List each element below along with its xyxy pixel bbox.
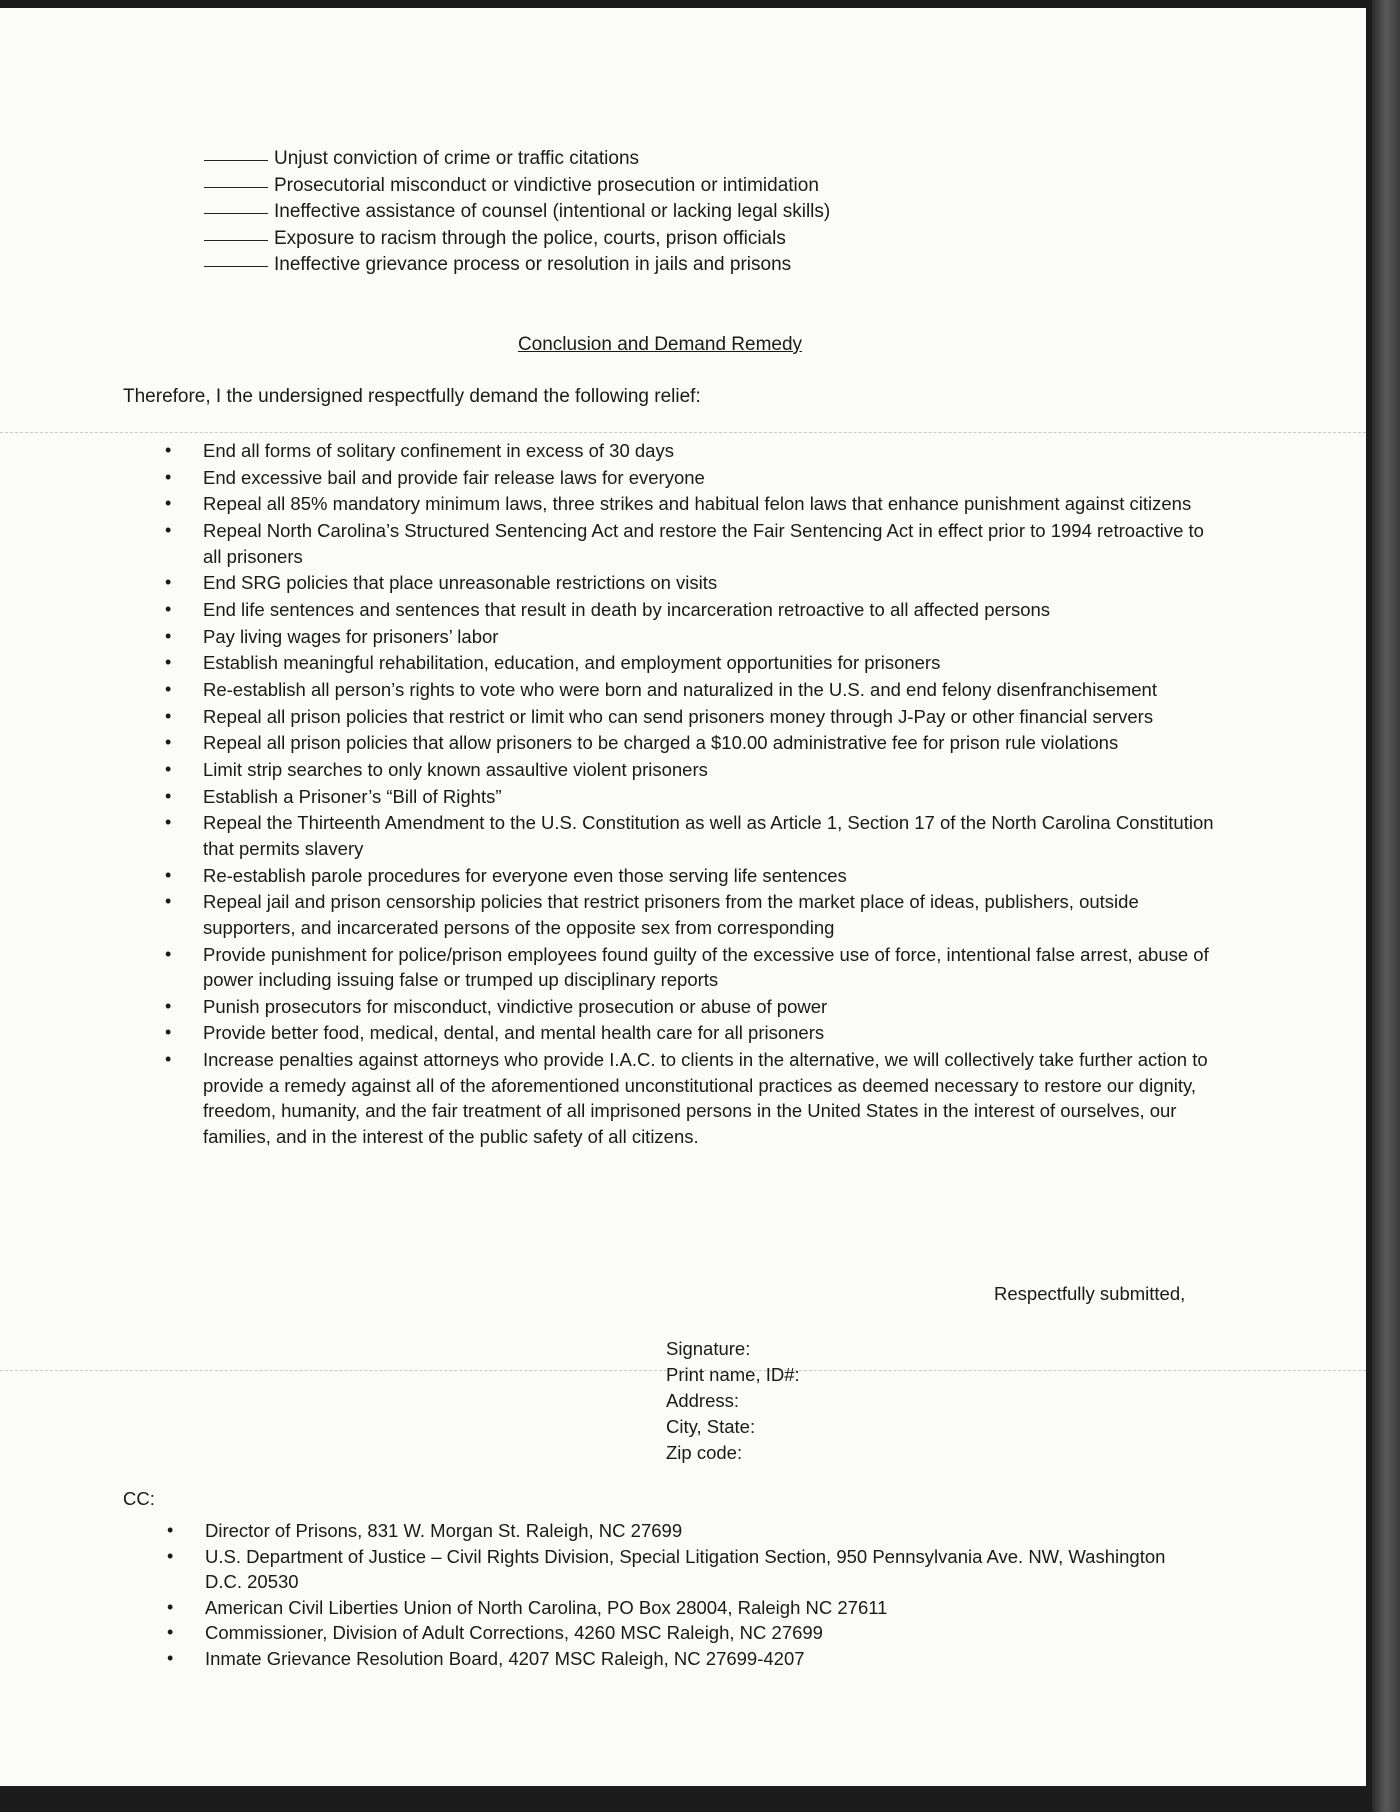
intro-paragraph: Therefore, I the undersigned respectfully demand the following relief:: [123, 386, 701, 407]
zip-code-field-label: Zip code:: [666, 1442, 743, 1463]
demand-item: • End SRG policies that place unreasonable restrictions on visits: [165, 570, 1215, 596]
checkbox-blank-line: [204, 240, 268, 241]
demand-item: • Repeal North Carolina’s Structured Sentencing Act and restore the Fair Sentencing Act in effect prior to 1994 retroactive to all prisoners: [165, 518, 1215, 569]
demand-item: • Limit strip searches to only known assaultive violent prisoners: [165, 757, 1215, 783]
section-heading: Conclusion and Demand Remedy: [517, 334, 803, 355]
demand-item: • Repeal all prison policies that restrict or limit who can send prisoners money through J-Pay or other financial servers: [165, 704, 1215, 730]
print-name-field-label: Print name, ID#:: [666, 1364, 800, 1385]
cc-recipient: • Inmate Grievance Resolution Board, 4207 MSC Raleigh, NC 27699-4207: [167, 1646, 1167, 1672]
document-page: [0, 8, 1366, 1786]
checklist-item-text: Exposure to racism through the police, courts, prison officials: [274, 227, 786, 249]
signature-block: [666, 1336, 800, 1466]
demands-list: [165, 438, 1215, 1150]
demand-item: • Punish prosecutors for misconduct, vindictive prosecution or abuse of power: [165, 994, 1215, 1020]
demand-item: • Establish a Prisoner’s “Bill of Rights”: [165, 784, 1215, 810]
checklist-item: [204, 148, 830, 175]
demand-item: • End life sentences and sentences that result in death by incarceration retroactive to all affected persons: [165, 597, 1215, 623]
checkbox-blank-line: [204, 160, 268, 161]
checklist-item: [204, 228, 830, 255]
checklist-item-text: Unjust conviction of crime or traffic citations: [274, 148, 640, 169]
closing-text: Respectfully submitted,: [994, 1283, 1186, 1304]
checkbox-blank-line: [204, 187, 268, 188]
demand-item: • Re-establish parole procedures for everyone even those serving life sentences: [165, 863, 1215, 889]
cc-label: CC:: [123, 1488, 155, 1509]
demand-item: • Establish meaningful rehabilitation, education, and employment opportunities for prisoners: [165, 650, 1215, 676]
checklist-item-text: Prosecutorial misconduct or vindictive prosecution or intimidation: [274, 174, 819, 196]
checkbox-blank-line: [204, 266, 268, 267]
cc-recipient: • Commissioner, Division of Adult Corrections, 4260 MSC Raleigh, NC 27699: [167, 1620, 1167, 1646]
cc-recipient: • American Civil Liberties Union of North Carolina, PO Box 28004, Raleigh NC 27611: [167, 1595, 1167, 1621]
cc-recipient: • Director of Prisons, 831 W. Morgan St. Raleigh, NC 27699: [167, 1518, 1167, 1544]
checklist-item: [204, 201, 830, 228]
address-field-label: Address:: [666, 1390, 740, 1411]
demand-item: • Provide better food, medical, dental, and mental health care for all prisoners: [165, 1020, 1215, 1046]
checklist-item-text: Ineffective assistance of counsel (intentional or lacking legal skills): [274, 201, 831, 222]
fold-line: [0, 432, 1366, 433]
demand-item: • End excessive bail and provide fair release laws for everyone: [165, 465, 1215, 491]
cc-recipient-list: [167, 1518, 1167, 1671]
city-state-field-label: City, State:: [666, 1416, 756, 1437]
cc-recipient: • U.S. Department of Justice – Civil Rights Division, Special Litigation Section, 950 Pennsylvania Ave. NW, Washington D.C. 20530: [167, 1544, 1167, 1595]
demand-item: • Pay living wages for prisoners’ labor: [165, 624, 1215, 650]
demand-item: • End all forms of solitary confinement in excess of 30 days: [165, 438, 1215, 464]
demand-item: • Re-establish all person’s rights to vote who were born and naturalized in the U.S. and end felony disenfranchisement: [165, 677, 1215, 703]
grievance-checklist: [204, 148, 830, 281]
checkbox-blank-line: [204, 213, 268, 214]
demand-item: • Provide punishment for police/prison employees found guilty of the excessive use of force, intentional false arrest, abuse of power including issuing false or trumped up disciplinary reports: [165, 942, 1215, 993]
demand-item: • Repeal all 85% mandatory minimum laws, three strikes and habitual felon laws that enhance punishment against citizens: [165, 491, 1215, 517]
scan-edge-shadow: [1372, 0, 1400, 1812]
demand-item: • Repeal the Thirteenth Amendment to the U.S. Constitution as well as Article 1, Section 17 of the North Carolina Constitution that permits slavery: [165, 810, 1215, 861]
checklist-item: [204, 254, 830, 281]
signature-field-label: Signature:: [666, 1338, 751, 1359]
demand-item: • Repeal jail and prison censorship policies that restrict prisoners from the market place of ideas, publishers, outside supporters, and incarcerated persons of the opposite sex from corresponding: [165, 889, 1215, 940]
checklist-item: [204, 175, 830, 202]
checklist-item-text: Ineffective grievance process or resolution in jails and prisons: [274, 254, 792, 275]
demand-item: • Repeal all prison policies that allow prisoners to be charged a $10.00 administrative fee for prison rule violations: [165, 730, 1215, 756]
demand-item: • Increase penalties against attorneys who provide I.A.C. to clients in the alternative, we will collectively take further action to provide a remedy against all of the aforementioned unconstitutional practices as deemed necessary to restore our dignity, freedom, humanity, and the fair treatment of all imprisoned persons in the United States in the interest of ourselves, our families, and in the interest of the public safety of all citizens.: [165, 1047, 1215, 1149]
